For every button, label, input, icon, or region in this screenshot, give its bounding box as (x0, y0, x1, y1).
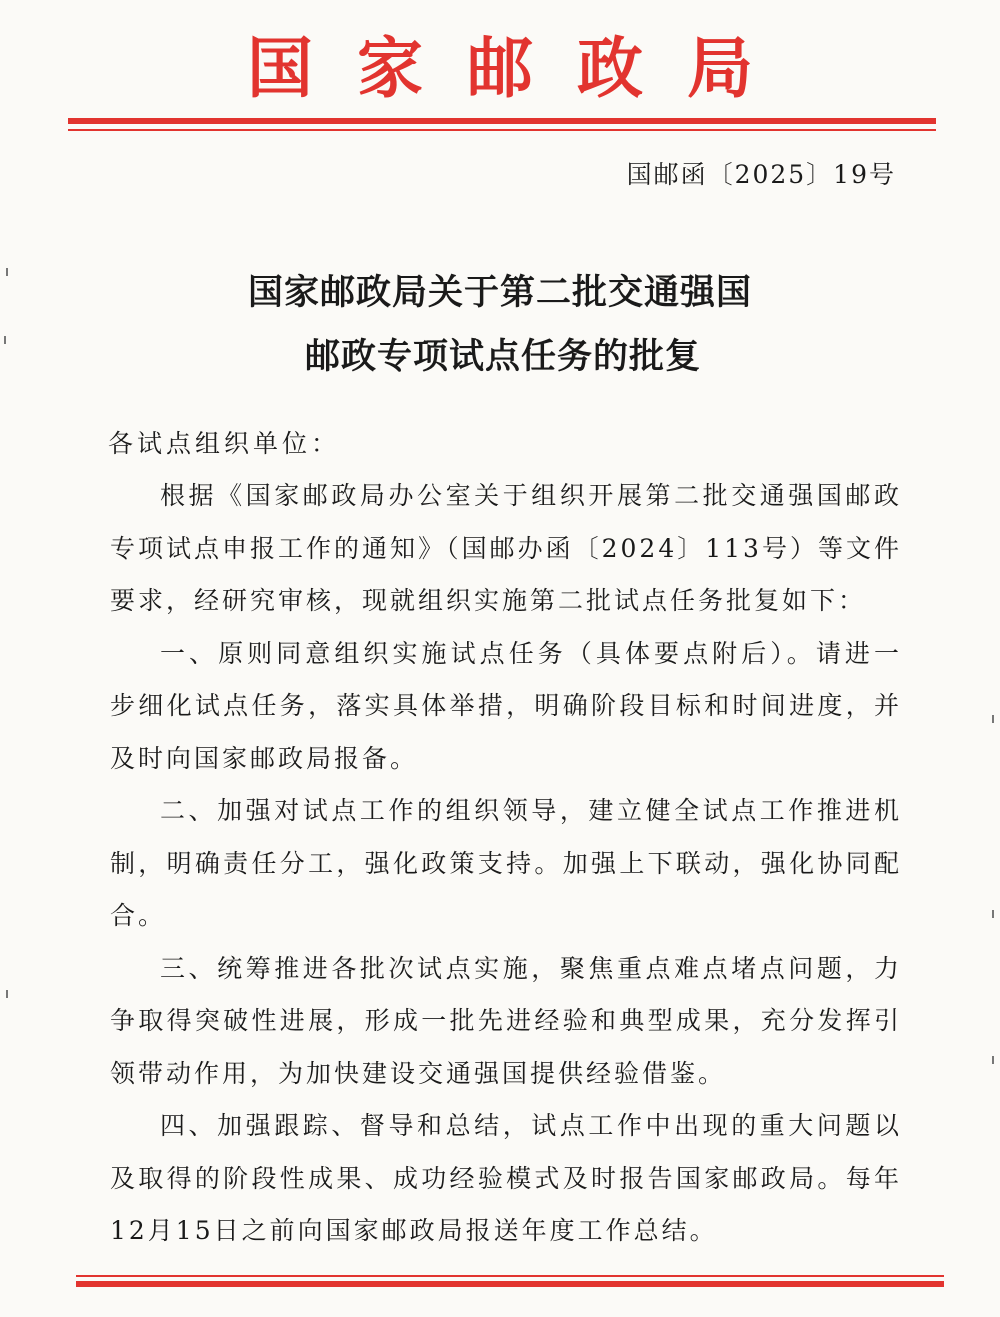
paragraph-intro: 根据《国家邮政局办公室关于组织开展第二批交通强国邮政专项试点申报工作的通知》（国邮办函〔2024〕113号）等文件要求，经研究审核，现就组织实施第二批试点任务批复如下： (110, 481, 902, 615)
document-number: 国邮函〔2025〕19号 (626, 160, 896, 189)
scan-margin-mark (992, 910, 994, 918)
scan-margin-mark (992, 1056, 994, 1064)
salutation: 各试点组织单位： (108, 429, 341, 458)
paragraph-item-1: 一、原则同意组织实施试点任务（具体要点附后）。请进一步细化试点任务，落实具体举措，明确阶段目标和时间进度，并及时向国家邮政局报备。 (110, 638, 902, 773)
scan-margin-mark (6, 990, 8, 998)
scan-margin-mark (4, 336, 6, 344)
document-body (110, 470, 902, 1258)
paragraph-item-4: 四、加强跟踪、督导和总结，试点工作中出现的重大问题以及取得的阶段性成果、成功经验模式及时报告国家邮政局。每年12月15日之前向国家邮政局报送年度工作总结。 (110, 1111, 902, 1245)
header-red-rule-thick (68, 118, 936, 124)
document-title-line-2: 邮政专项试点任务的批复 (304, 337, 701, 377)
paragraph-item-2: 二、加强对试点工作的组织领导，建立健全试点工作推进机制，明确责任分工，强化政策支持。加强上下联动，强化协同配合。 (110, 796, 902, 930)
document-title-line-1: 国家邮政局关于第二批交通强国 (247, 273, 752, 313)
footer-red-rule-thin (76, 1275, 944, 1277)
scan-margin-mark (992, 715, 994, 723)
issuer-header: 国家邮政局 (247, 29, 797, 107)
footer-red-rule-thick (76, 1281, 944, 1287)
header-red-rule-thin (68, 129, 936, 131)
paragraph-item-3: 三、统筹推进各批次试点实施，聚焦重点难点堵点问题，力争取得突破性进展，形成一批先进经验和典型成果，充分发挥引领带动作用，为加快建设交通强国提供经验借鉴。 (110, 953, 902, 1088)
scan-margin-mark (6, 268, 8, 276)
